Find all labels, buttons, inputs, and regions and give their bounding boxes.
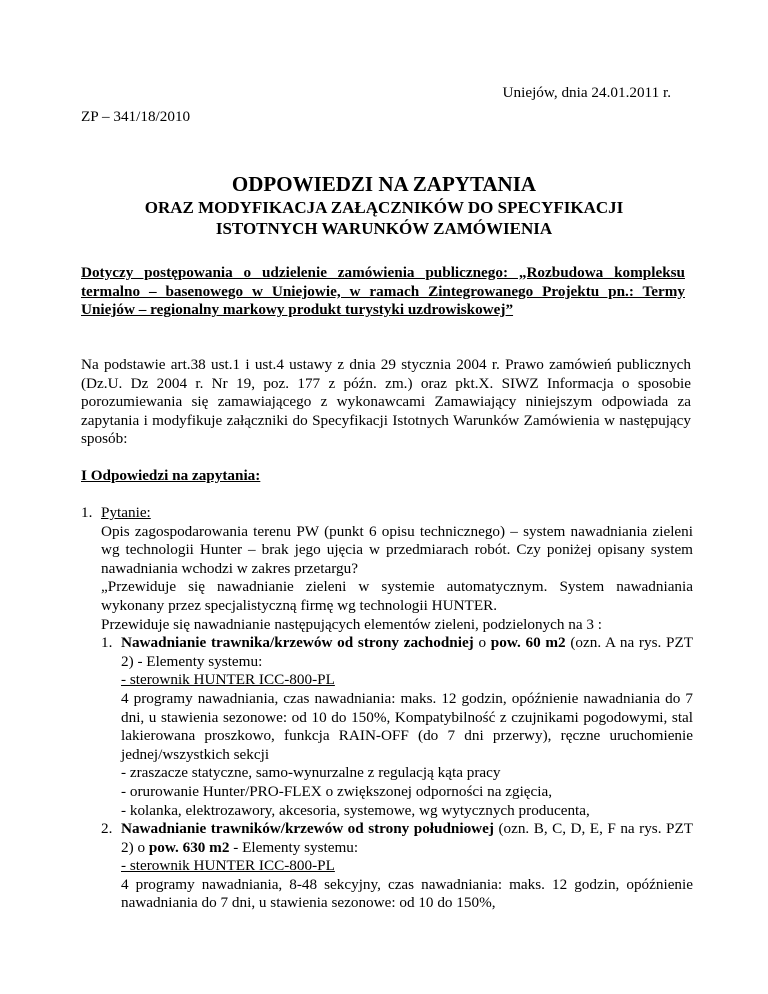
question-text: Opis zagospodarowania terenu PW (punkt 6 opisu technicznego) – system nawadniania zieleni wg technologii Hunter – brak jego ujęcia w przedmiarach robót. Czy poniżej opisany system nawadniania wchodzi w zakres przetargu? — [101, 522, 693, 577]
document-subtitle-line-2: ISTOTNYCH WARUNKÓW ZAMÓWIENIA — [215, 219, 553, 238]
question-1 — [81, 504, 693, 913]
document-title: ODPOWIEDZI NA ZAPYTANIA — [231, 172, 537, 196]
system-element-line: - kolanka, elektrozawory, akcesoria, systemowe, wg wytycznych producenta, — [121, 801, 590, 819]
list-item — [101, 634, 693, 820]
intro-paragraph: Na podstawie art.38 ust.1 i ust.4 ustawy z dnia 29 stycznia 2004 r. Prawo zamówień publicznych (Dz.U. Dz 2004 r. Nr 19, poz. 177 z późn. zm.) oraz pkt.X. SIWZ Informacja o sposobie porozumiewania się zamawiającego z wykonawcami Zamawiający niniejszym odpowiada za zapytania i modyfikuje załączniki do Specyfikacji Istotnych Warunków Zamówienia w następujący sposób: — [81, 356, 691, 448]
system-element-line: - orurowanie Hunter/PRO-FLEX o zwiększonej odporności na zgięcia, — [121, 782, 553, 800]
list-item-heading — [121, 820, 693, 857]
item-after: - Elementy systemu: — [229, 838, 359, 856]
item-mid: (ozn. B, C, D, E, F na rys. PZT 2) o — [121, 820, 693, 856]
question-number: 1. — [81, 504, 93, 521]
item-title: Nawadnianie trawnika/krzewów od strony zachodniej — [121, 634, 474, 652]
item-title: Nawadnianie trawników/krzewów od strony południowej — [121, 820, 494, 838]
list-item-heading — [121, 634, 693, 671]
controller-line: - sterownik HUNTER ICC-800-PL — [121, 857, 335, 875]
elements-intro: Przewiduje się nawadnianie następujących elementów zieleni, podzielonych na 3 : — [101, 615, 603, 633]
controller-line: - sterownik HUNTER ICC-800-PL — [121, 671, 335, 689]
list-item-number: 2. — [101, 820, 113, 838]
item-mid: o — [473, 634, 491, 652]
item-area: pow. 630 m2 — [148, 838, 230, 856]
item-area: pow. 60 m2 — [490, 634, 566, 652]
item-after: (ozn. A na rys. PZT 2) - Elementy systemu: — [121, 634, 694, 670]
document-subtitle-line-1: ORAZ MODYFIKACJA ZAŁĄCZNIKÓW DO SPECYFIKACJI — [144, 198, 624, 217]
section-heading: I Odpowiedzi na zapytania: — [81, 467, 261, 484]
question-label: Pytanie: — [101, 504, 151, 521]
system-element-line: - zraszacze statyczne, samo-wynurzalne z regulacją kąta pracy — [121, 764, 501, 782]
list-item — [101, 820, 693, 913]
subject-paragraph: Dotyczy postępowania o udzielenie zamówienia publicznego: „Rozbudowa kompleksu termalno – basenowego w Uniejowie, w ramach Zintegrowanego Projektu pn.: Termy Uniejów – regionalny markowy produkt turystyki uzdrowiskowej” — [81, 264, 685, 319]
controller-description: 4 programy nawadniania, czas nawadniania: maks. 12 godzin, opóźnienie nawadniania do 7 dni, u stawienia sezonowe: od 10 do 150%, Kompatybilność z czujnikami pogodowymi, stal lakierowana proszkowo, funkcja RAIN-OFF (do 7 dni przerwy), ręczne uruchomienie jednej/wszystkich sekcji — [121, 689, 693, 763]
list-item-number: 1. — [101, 634, 113, 652]
place-date: Uniejów, dnia 24.01.2011 r. — [502, 84, 671, 101]
controller-description: 4 programy nawadniania, 8-48 sekcyjny, czas nawadniania: maks. 12 godzin, opóźnienie nawadniania do 7 dni, u stawienia sezonowe: od 10 do 150%, — [121, 875, 693, 912]
reference-number: ZP – 341/18/2010 — [81, 108, 191, 125]
question-quote: „Przewiduje się nawadnianie zieleni w systemie automatycznym. System nawadniania wykonany przez specjalistyczną firmę wg technologii HUNTER. — [101, 578, 693, 614]
